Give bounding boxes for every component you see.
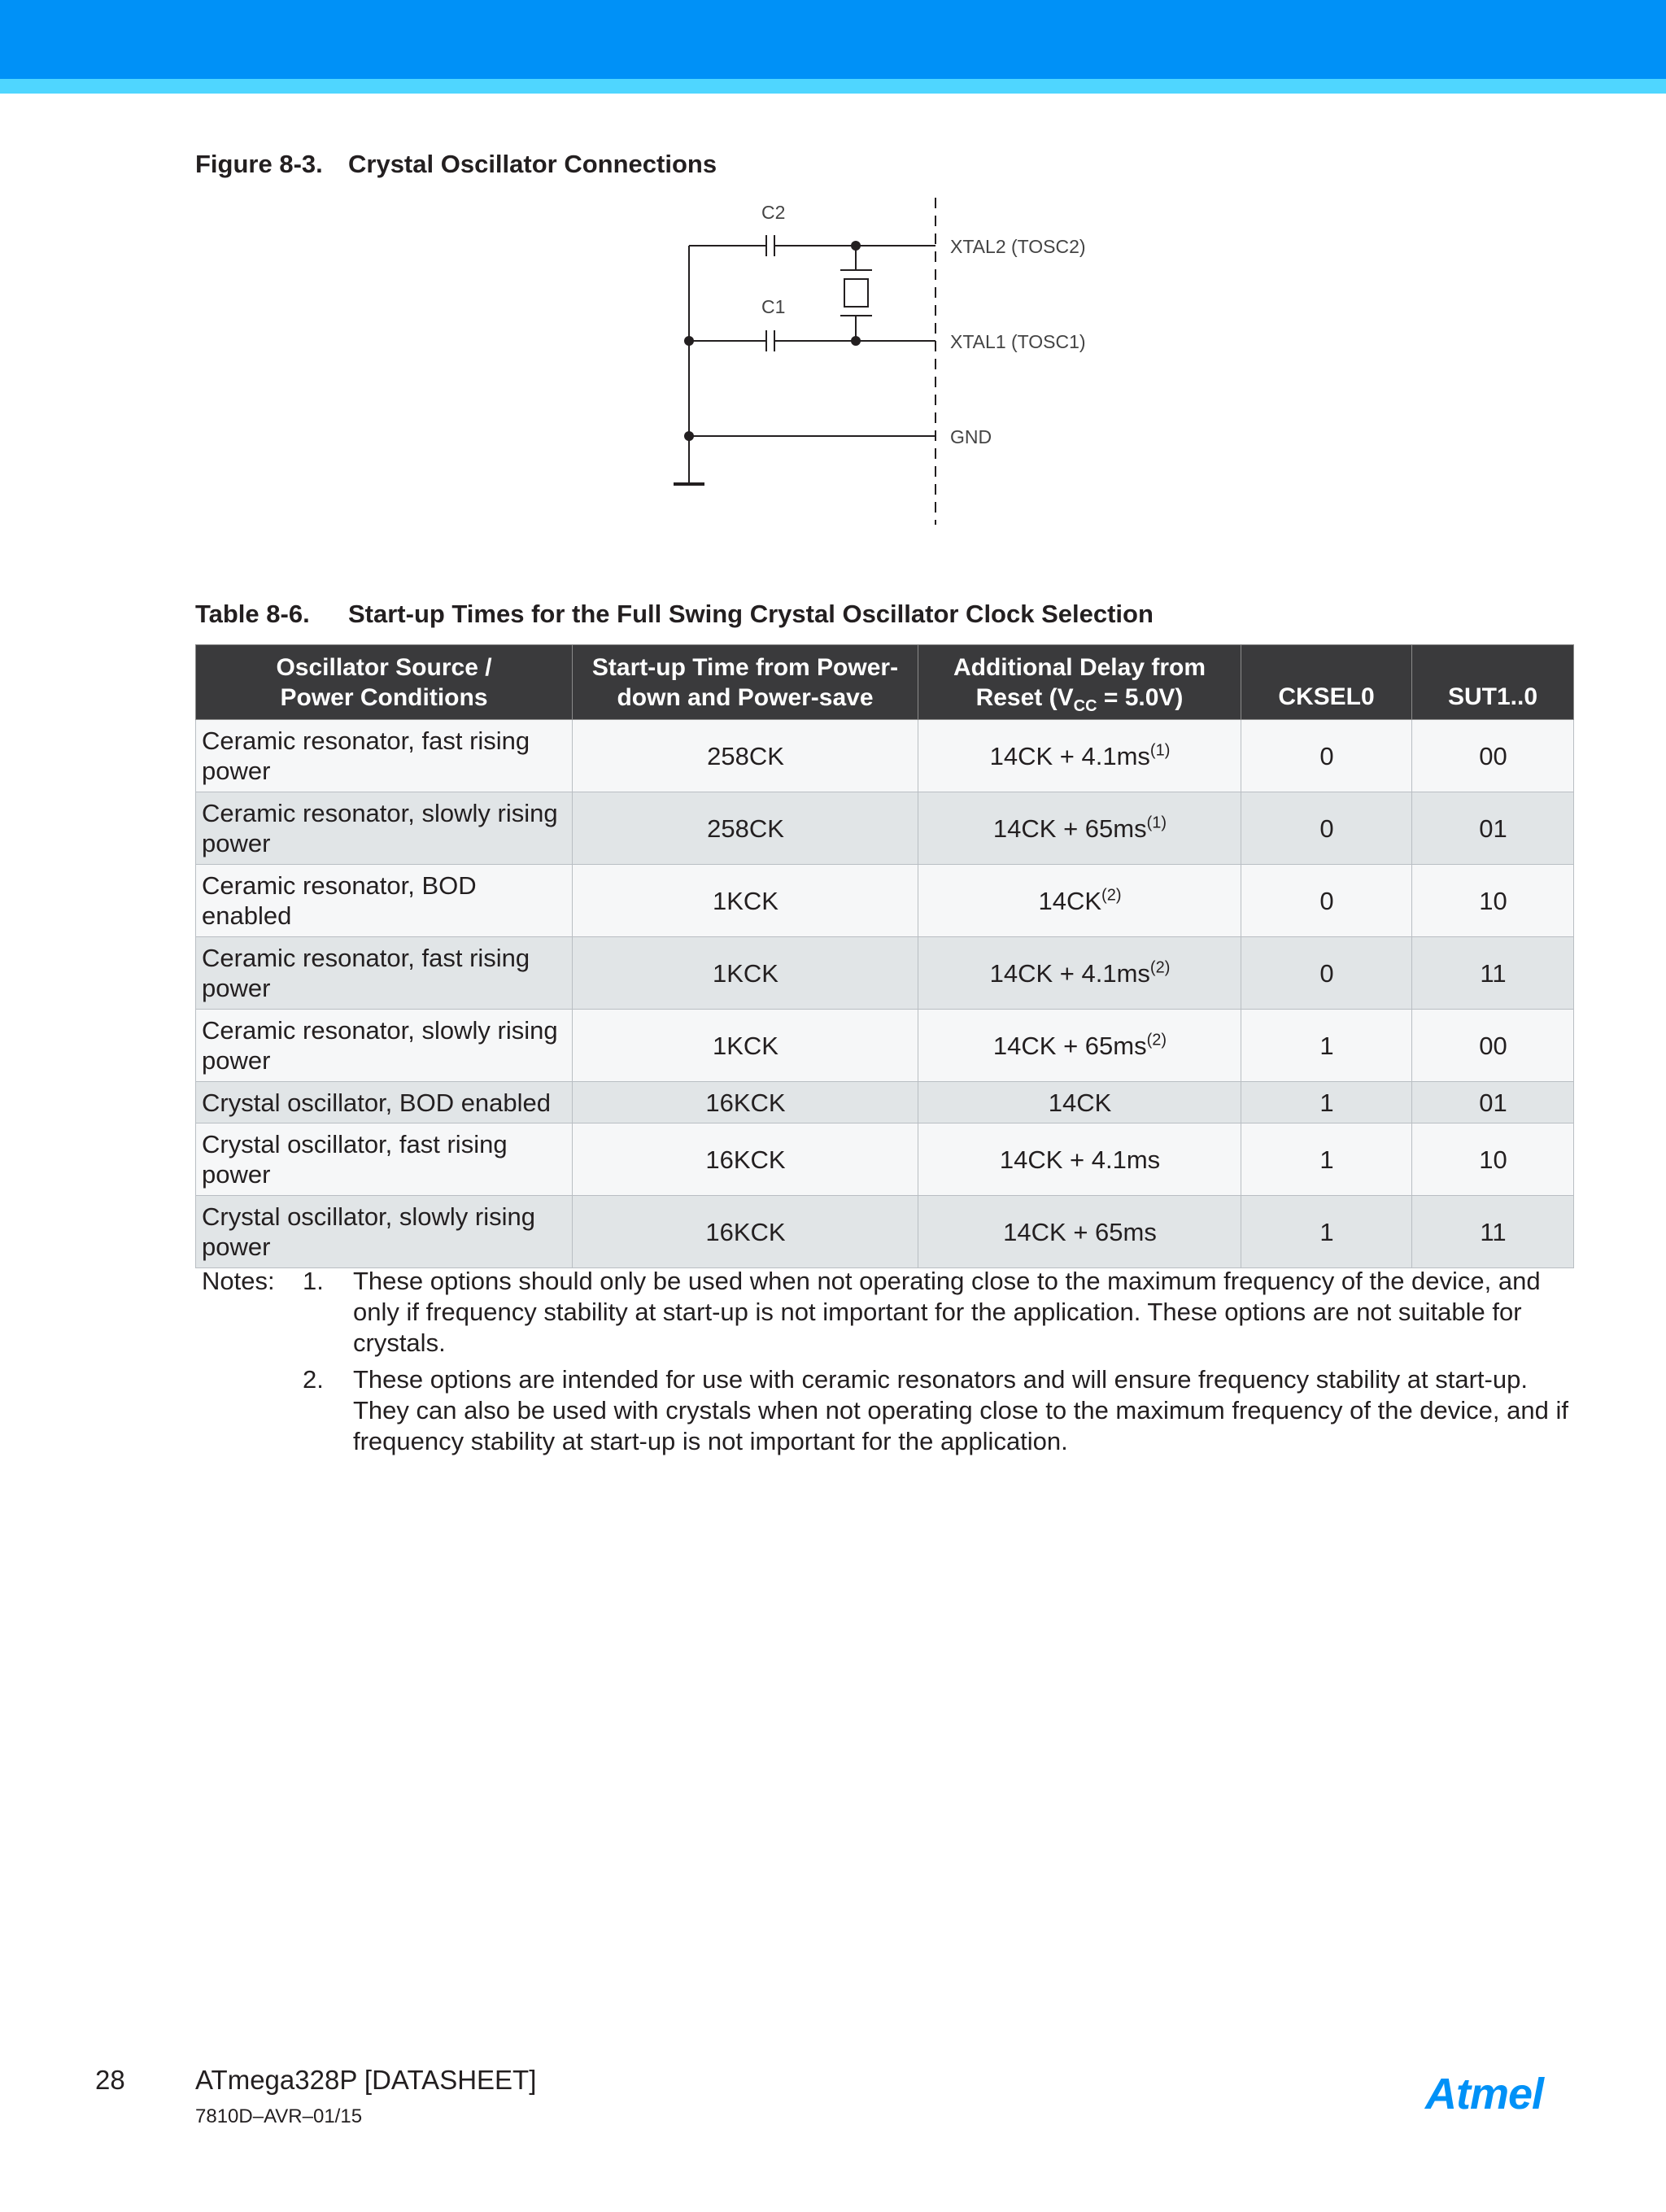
cell-source: Ceramic resonator, slowly rising power [196,1010,573,1082]
table-row [196,937,1574,1010]
note-item [202,1266,1577,1359]
note-item [202,1364,1577,1457]
atmel-logo-text: Atmel [1425,2070,1544,2117]
figure-title: Crystal Oscillator Connections [348,150,717,178]
cell-source: Crystal oscillator, fast rising power [196,1123,573,1196]
cell-source: Ceramic resonator, fast rising power [196,937,573,1010]
cell-startup: 16KCK [573,1082,918,1123]
cell-source: Ceramic resonator, slowly rising power [196,792,573,865]
startup-times-table [195,644,1574,1268]
table-row [196,865,1574,937]
table-title: Start-up Times for the Full Swing Crystal Oscillator Clock Selection [348,600,1154,628]
table-caption [195,600,1154,629]
cell-startup: 258CK [573,720,918,792]
crystal-body [844,279,868,307]
cell-cksel0: 0 [1241,720,1412,792]
label-c2: C2 [761,202,786,223]
cell-cksel0: 0 [1241,792,1412,865]
cell-sut: 11 [1412,937,1574,1010]
label-gnd: GND [950,426,992,447]
table-notes [202,1266,1577,1463]
junction-left-c1 [684,336,694,346]
cell-source: Ceramic resonator, fast rising power [196,720,573,792]
table-row [196,1082,1574,1123]
cell-cksel0: 1 [1241,1082,1412,1123]
table-number: Table 8-6. [195,600,310,628]
cell-source: Ceramic resonator, BOD enabled [196,865,573,937]
cell-startup: 16KCK [573,1123,918,1196]
table-row [196,1196,1574,1268]
header-band [0,0,1666,79]
cell-source: Crystal oscillator, slowly rising power [196,1196,573,1268]
header-cksel0: CKSEL0 [1241,645,1412,720]
cell-startup: 1KCK [573,937,918,1010]
table-row [196,1123,1574,1196]
cell-delay: 14CK [918,1082,1241,1123]
page-number: 28 [95,2065,125,2095]
cell-startup: 1KCK [573,1010,918,1082]
cell-cksel0: 0 [1241,937,1412,1010]
cell-delay: $14CK + 65ms^{(1)}$ [918,792,1241,865]
crystal-oscillator-schematic [635,183,1123,533]
cell-sut: 00 [1412,720,1574,792]
cell-delay: 14CK + 4.1ms [918,1123,1241,1196]
document-code: 7810D–AVR–01/15 [195,2105,363,2127]
cell-sut: 10 [1412,865,1574,937]
figure-number: Figure 8-3. [195,150,323,178]
cell-startup: 16KCK [573,1196,918,1268]
label-xtal2: XTAL2 (TOSC2) [950,236,1086,257]
cell-cksel0: 1 [1241,1196,1412,1268]
header-stripe [0,79,1666,94]
cell-cksel0: 0 [1241,865,1412,937]
cell-sut: 10 [1412,1123,1574,1196]
cell-startup: 258CK [573,792,918,865]
junction-xtal2 [851,241,861,251]
junction-gnd [684,431,694,441]
label-c1: C1 [761,296,786,317]
table-row [196,792,1574,865]
atmel-logo [1424,2068,1574,2117]
cell-delay: $14CK + 65ms^{(2)}$ [918,1010,1241,1082]
header-startup-time: Start-up Time from Power- down and Power-save [573,645,918,720]
table-header-row [196,645,1574,720]
cell-delay: 14CK$^{(2)}$ [918,865,1241,937]
header-oscillator-source: Oscillator Source / Power Conditions [196,645,573,720]
cell-startup: 1KCK [573,865,918,937]
cell-sut: 00 [1412,1010,1574,1082]
header-additional-delay: Additional Delay from Reset $(V_{CC} = 5.0V)$ [918,645,1241,720]
cell-cksel0: 1 [1241,1010,1412,1082]
figure-caption [195,150,717,179]
cell-delay: 14CK + 65ms [918,1196,1241,1268]
cell-delay: $14CK + 4.1ms^{(2)}$ [918,937,1241,1010]
note-number: 1. [303,1267,324,1295]
cell-source: Crystal oscillator, BOD enabled [196,1082,573,1123]
table-row [196,1010,1574,1082]
note-text: These options should only be used when not operating close to the maximum frequency of the device, and only if frequency stability at start-up is not important for the application. These options are not suitable for crystals. [353,1267,1541,1357]
cell-delay: $14CK + 4.1ms^{(1)}$ [918,720,1241,792]
cell-sut: 01 [1412,792,1574,865]
header-sut: SUT1..0 [1412,645,1574,720]
cell-sut: 01 [1412,1082,1574,1123]
cell-cksel0: 1 [1241,1123,1412,1196]
cell-sut: 11 [1412,1196,1574,1268]
note-number: 2. [303,1365,324,1394]
note-text: These options are intended for use with ceramic resonators and will ensure frequency stability at start-up. They can also be used with crystals when not operating close to the maximum frequency of the device, and if frequency stability at start-up is not important for the application. [353,1365,1568,1455]
junction-xtal1 [851,336,861,346]
table-row [196,720,1574,792]
label-xtal1: XTAL1 (TOSC1) [950,331,1086,352]
notes-label: Notes: [202,1267,275,1295]
document-title: ATmega328P [DATASHEET] [195,2065,537,2095]
